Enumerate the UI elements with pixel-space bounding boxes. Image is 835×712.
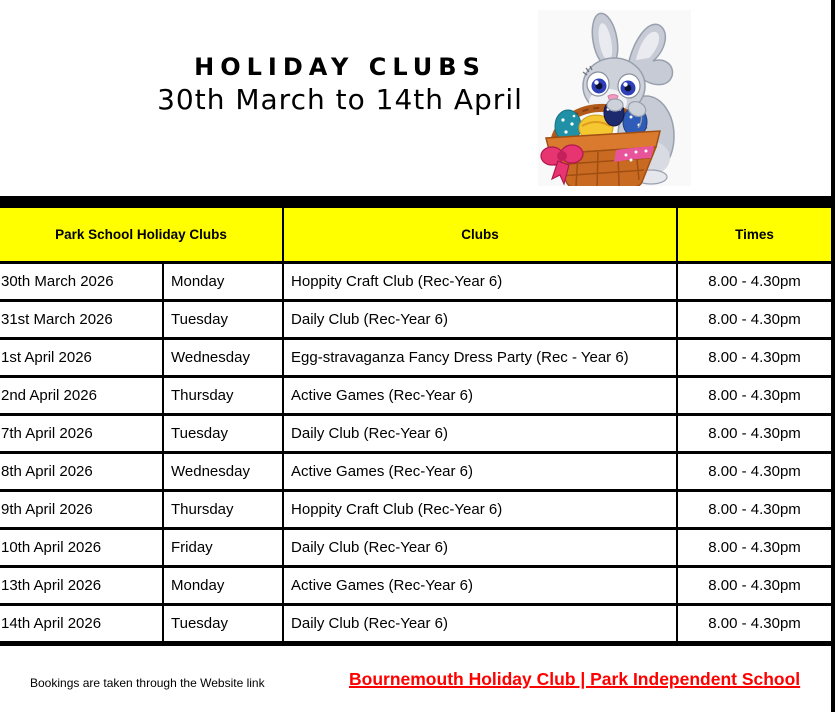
table-header-row (0, 207, 832, 263)
table-row (0, 377, 832, 415)
bookings-note: Bookings are taken through the Website link (30, 676, 265, 690)
date-cell: 10th April 2026 (0, 529, 163, 567)
col-header-clubs: Clubs (283, 207, 677, 263)
day-cell: Tuesday (163, 415, 283, 453)
day-cell: Monday (163, 567, 283, 605)
club-cell: Daily Club (Rec-Year 6) (283, 529, 677, 567)
day-cell: Wednesday (163, 339, 283, 377)
time-cell: 8.00 - 4.30pm (677, 377, 832, 415)
date-cell: 9th April 2026 (0, 491, 163, 529)
date-cell: 7th April 2026 (0, 415, 163, 453)
page-title: HOLIDAY CLUBS (194, 53, 486, 81)
day-cell: Friday (163, 529, 283, 567)
time-cell: 8.00 - 4.30pm (677, 567, 832, 605)
day-cell: Thursday (163, 491, 283, 529)
time-cell: 8.00 - 4.30pm (677, 263, 832, 301)
club-cell: Active Games (Rec-Year 6) (283, 453, 677, 491)
club-cell: Active Games (Rec-Year 6) (283, 377, 677, 415)
time-cell: 8.00 - 4.30pm (677, 301, 832, 339)
day-cell: Tuesday (163, 301, 283, 339)
time-cell: 8.00 - 4.30pm (677, 415, 832, 453)
date-cell: 2nd April 2026 (0, 377, 163, 415)
table-row (0, 453, 832, 491)
day-cell: Thursday (163, 377, 283, 415)
table-row (0, 567, 832, 605)
table-row (0, 529, 832, 567)
date-cell: 31st March 2026 (0, 301, 163, 339)
club-cell: Hoppity Craft Club (Rec-Year 6) (283, 263, 677, 301)
date-cell: 8th April 2026 (0, 453, 163, 491)
day-cell: Wednesday (163, 453, 283, 491)
table-row (0, 415, 832, 453)
table-row (0, 301, 832, 339)
club-cell: Daily Club (Rec-Year 6) (283, 605, 677, 644)
col-header-park-school-holiday-clubs: Park School Holiday Clubs (0, 207, 283, 263)
club-cell: Daily Club (Rec-Year 6) (283, 415, 677, 453)
date-cell: 14th April 2026 (0, 605, 163, 644)
time-cell: 8.00 - 4.30pm (677, 491, 832, 529)
page-title-block (120, 52, 560, 118)
easter-bunny-icon (538, 10, 691, 186)
table-row (0, 263, 832, 301)
right-edge-border (831, 0, 835, 712)
holiday-clubs-table (0, 196, 832, 646)
table-row (0, 605, 832, 644)
club-cell: Active Games (Rec-Year 6) (283, 567, 677, 605)
time-cell: 8.00 - 4.30pm (677, 453, 832, 491)
club-cell: Daily Club (Rec-Year 6) (283, 301, 677, 339)
time-cell: 8.00 - 4.30pm (677, 339, 832, 377)
date-cell: 1st April 2026 (0, 339, 163, 377)
date-cell: 13th April 2026 (0, 567, 163, 605)
page-subtitle: 30th March to 14th April (157, 83, 523, 116)
website-link[interactable]: Bournemouth Holiday Club | Park Independent School (349, 669, 801, 689)
table-row (0, 339, 832, 377)
club-cell: Hoppity Craft Club (Rec-Year 6) (283, 491, 677, 529)
table-row (0, 491, 832, 529)
date-cell: 30th March 2026 (0, 263, 163, 301)
easter-bunny-illustration (538, 10, 691, 186)
club-cell: Egg-stravaganza Fancy Dress Party (Rec - Year 6) (283, 339, 677, 377)
time-cell: 8.00 - 4.30pm (677, 529, 832, 567)
day-cell: Monday (163, 263, 283, 301)
time-cell: 8.00 - 4.30pm (677, 605, 832, 644)
day-cell: Tuesday (163, 605, 283, 644)
col-header-times: Times (677, 207, 832, 263)
